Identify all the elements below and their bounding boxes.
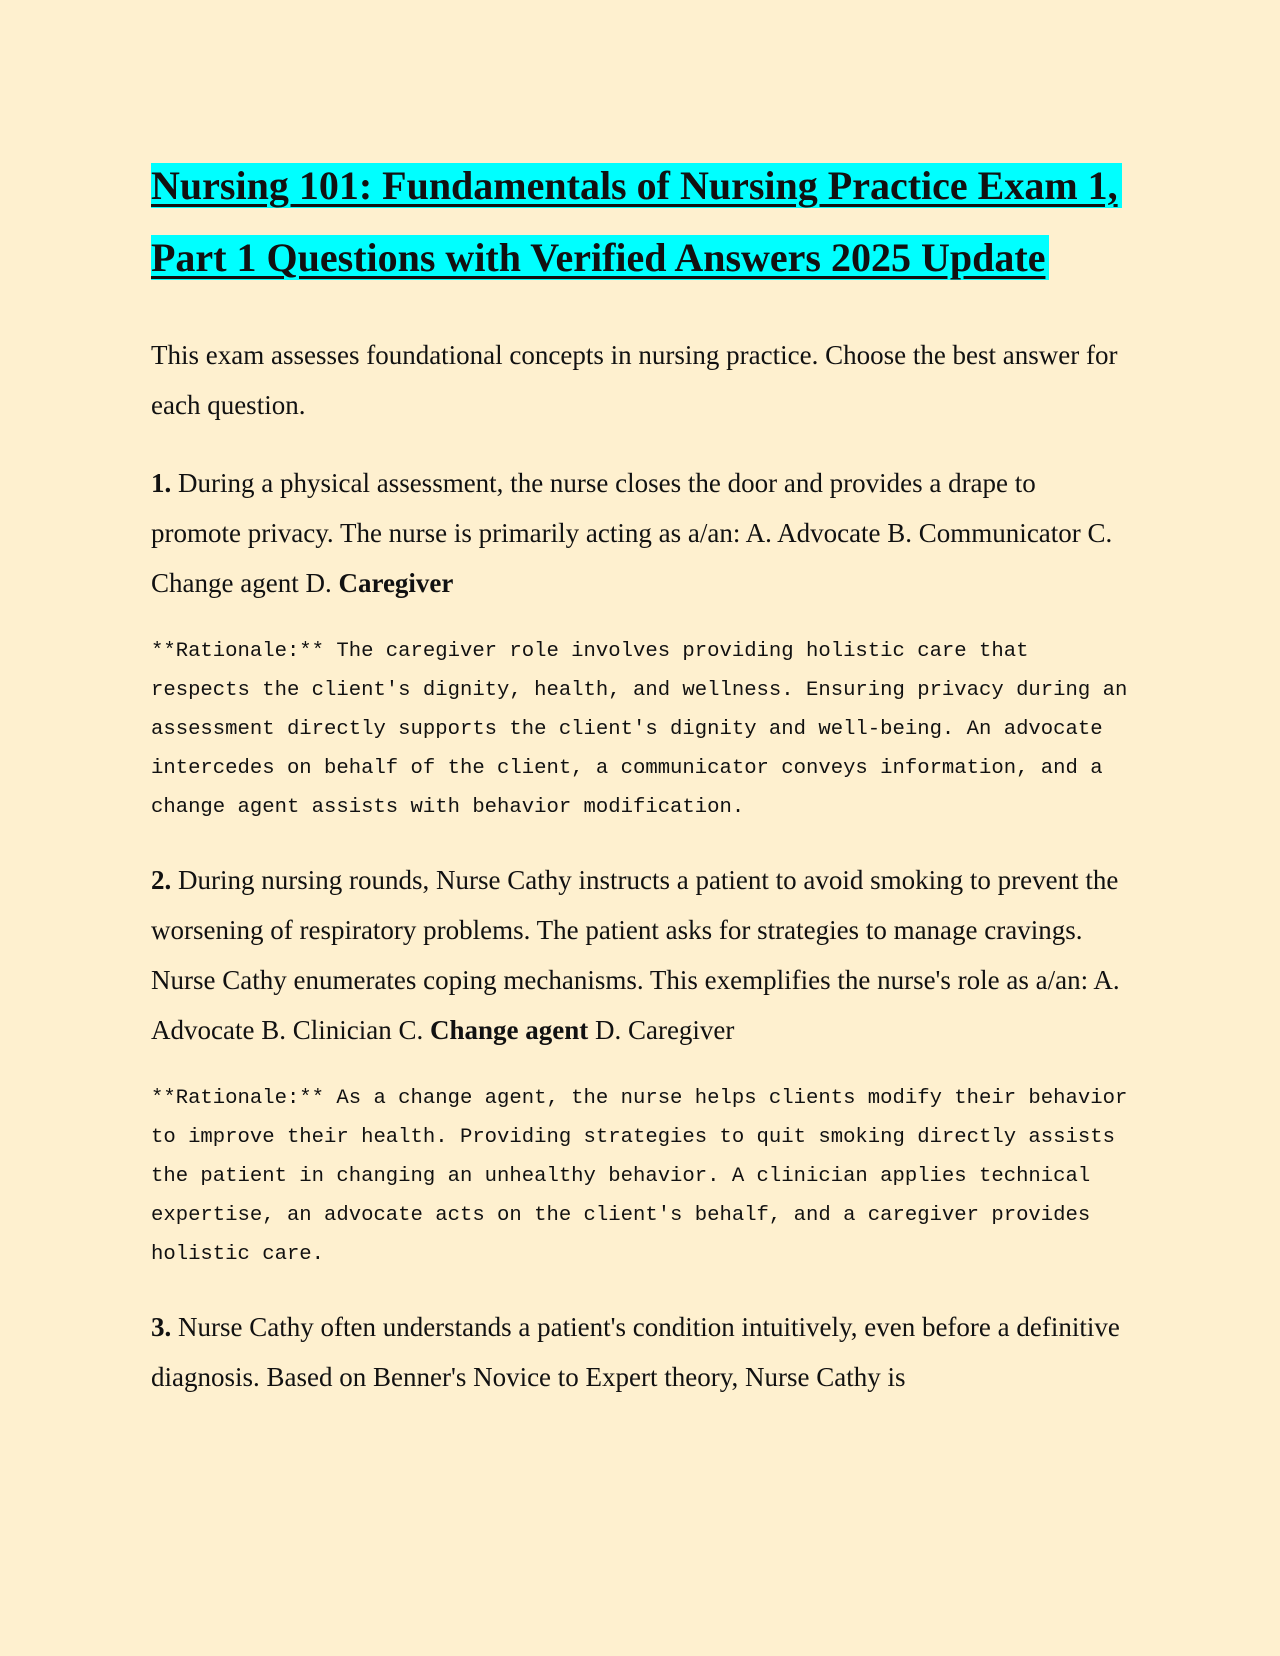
question-number: 3. bbox=[151, 1312, 172, 1342]
rationale-1: **Rationale:** The caregiver role involves providing holistic care that respects the client's dignity, health, and wellness. Ensuring privacy during an assessment directly supports the client's dignity and well-being. An advocate intercedes on behalf of the client, a communicator conveys information, and a change agent assists with behavior modification. bbox=[151, 640, 1128, 819]
question-2 bbox=[151, 855, 1131, 1055]
question-text: During nursing rounds, Nurse Cathy instructs a patient to avoid smoking to prevent the worsening of respiratory problems. The patient asks for strategies to manage cravings. Nurse Cathy enumerates coping mechanisms. This exemplifies the nurse's role as a/an: A. Advocate B. Clinician C. bbox=[151, 865, 1120, 1045]
rationale-2: **Rationale:** As a change agent, the nurse helps clients modify their behavior to improve their health. Providing strategies to quit smoking directly assists the patient in changing an unhealthy behavior. A clinician applies technical expertise, an advocate acts on the client's behalf, and a caregiver provides holistic care. bbox=[151, 1087, 1128, 1266]
question-1 bbox=[151, 458, 1131, 608]
question-text: During a physical assessment, the nurse closes the door and provides a drape to promote privacy. The nurse is primarily acting as a/an: A. Advocate B. Communicator C. Change agent D. bbox=[151, 468, 1113, 598]
document-title bbox=[151, 150, 1131, 294]
exam-intro: This exam assesses foundational concepts in nursing practice. Choose the best answer for each question. bbox=[151, 340, 1118, 420]
question-3 bbox=[151, 1302, 1131, 1402]
question-text-after: D. Caregiver bbox=[588, 1015, 735, 1045]
question-number: 1. bbox=[151, 468, 172, 498]
question-number: 2. bbox=[151, 865, 172, 895]
correct-answer: Change agent bbox=[429, 1015, 589, 1045]
question-text: Nurse Cathy often understands a patient's condition intuitively, even before a definitive diagnosis. Based on Benner's Novice to Expert theory, Nurse Cathy is bbox=[151, 1312, 1120, 1392]
document-page bbox=[151, 150, 1131, 1402]
correct-answer: Caregiver bbox=[338, 568, 454, 598]
title-highlight: Nursing 101: Fundamentals of Nursing Practice Exam 1, Part 1 Questions with Verified Answers 2025 Update bbox=[151, 163, 1122, 280]
